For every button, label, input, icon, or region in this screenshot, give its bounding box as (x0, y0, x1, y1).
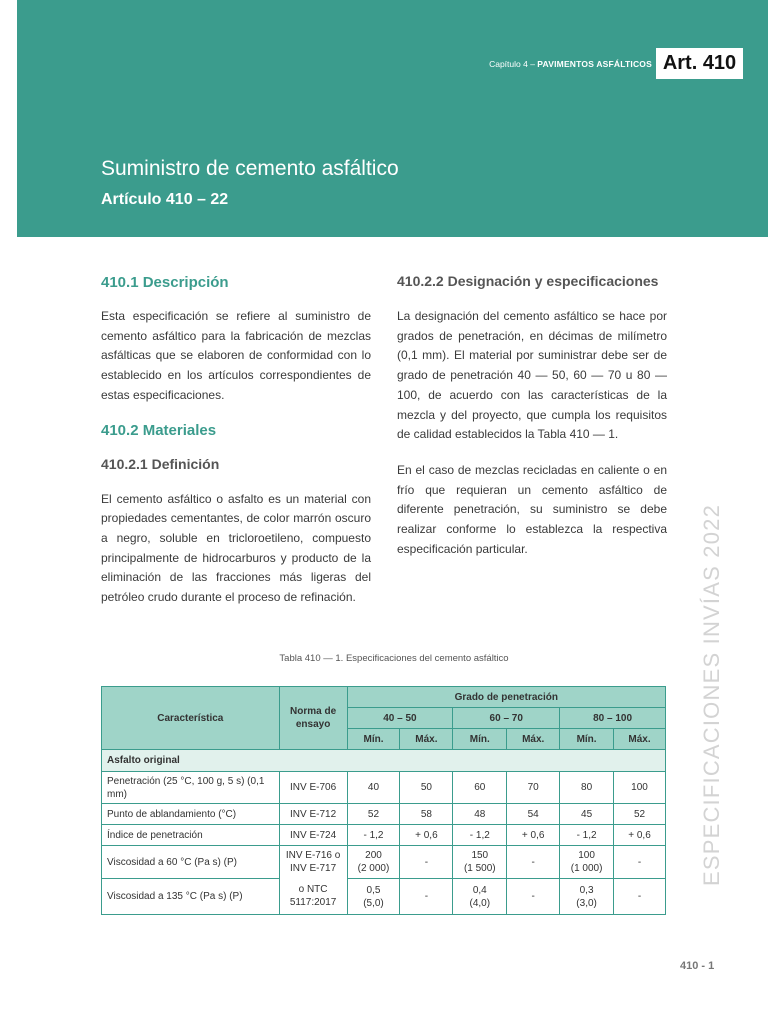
header-characteristic: Característica (102, 687, 280, 750)
cell-value: 50 (400, 772, 453, 804)
cell-value: 60 (453, 772, 507, 804)
cell-value: 80 (560, 772, 614, 804)
cell-value: + 0,6 (400, 825, 453, 846)
cell-value: 70 (507, 772, 560, 804)
page-number: 410 - 1 (680, 960, 715, 972)
cell-value: - 1,2 (560, 825, 614, 846)
cell-value: + 0,6 (507, 825, 560, 846)
cell-value: 100 (614, 772, 666, 804)
cell-value: 0,5 (5,0) (347, 879, 400, 915)
group-label: Asfalto original (102, 750, 666, 772)
side-banner-text: ESPECIFICACIONES INVÍAS 2022 (699, 503, 724, 887)
header-max: Máx. (400, 729, 453, 750)
specification-table (101, 686, 666, 915)
cell-value: 45 (560, 804, 614, 825)
left-column (101, 274, 371, 624)
header-grade: Grado de penetración (347, 687, 665, 708)
right-column (397, 272, 667, 575)
subsection-heading-definition: 410.2.1 Definición (101, 455, 220, 472)
recycled-mix-paragraph: En el caso de mezclas recicladas en caliente o en frío que requieran un cemento asfáltico de diferente penetración, su suministro se debe realizar conforme lo establezca la respectiva especificación particular. (397, 462, 667, 556)
table-row (102, 804, 666, 825)
cell-value: 100 (1 000) (560, 846, 614, 879)
chapter-name: PAVIMENTOS ASFÁLTICOS (537, 59, 652, 69)
header-min: Mín. (560, 729, 614, 750)
cell-characteristic: Penetración (25 °C, 100 g, 5 s) (0,1 mm) (102, 772, 280, 804)
table-caption: Tabla 410 — 1. Especificaciones del cemento asfáltico (279, 653, 509, 664)
cell-value: 54 (507, 804, 560, 825)
cell-value: 48 (453, 804, 507, 825)
section-heading-materials: 410.2 Materiales (101, 421, 217, 439)
cell-value: 150 (1 500) (453, 846, 507, 879)
subsection-heading-designation: 410.2.2 Designación y especificaciones (397, 273, 659, 289)
cell-value: - (400, 846, 453, 879)
cell-characteristic: Índice de penetración (102, 825, 280, 846)
section-heading-description: 410.1 Descripción (101, 274, 229, 291)
table-row (102, 825, 666, 846)
cell-value: 58 (400, 804, 453, 825)
cell-value: - (614, 846, 666, 879)
cell-value: - (507, 879, 560, 915)
header-grade-80-100: 80 – 100 (560, 708, 666, 729)
article-badge: Art. 410 (656, 48, 743, 79)
chapter-line (489, 59, 652, 69)
cell-norm: INV E-716 o INV E-717 (279, 846, 347, 879)
table-row (102, 772, 666, 804)
header-max: Máx. (507, 729, 560, 750)
cell-norm: INV E-724 (279, 825, 347, 846)
cell-characteristic: Viscosidad a 135 °C (Pa s) (P) (102, 879, 280, 915)
cell-characteristic: Punto de ablandamiento (°C) (102, 804, 280, 825)
designation-paragraph: La designación del cemento asfáltico se hace por grados de penetración, en décimas de milímetro (0,1 mm). El material por suministrar debe ser de grado de penetración 40 — 50, 60 — 70 u 80 — 100, de acuerdo con las características de la mezcla y del proyecto, que cumpla los requisitos de calidad establecidos la Tabla 410 — 1. (397, 309, 667, 442)
cell-norm: INV E-706 (279, 772, 347, 804)
cell-value: - (614, 879, 666, 915)
article-title: Suministro de cemento asfáltico (101, 157, 399, 180)
header-min: Mín. (453, 729, 507, 750)
definition-paragraph: El cemento asfáltico o asfalto es un material con propiedades cementantes, de color marrón oscuro a negro, soluble en tricloroetileno, compuesto principalmente de hidrocarburos y producto de la eliminación de las fracciones más ligeras del petróleo crudo durante el proceso de refinación. (101, 491, 371, 605)
cell-value: 0,3 (3,0) (560, 879, 614, 915)
cell-value: 40 (347, 772, 400, 804)
header-grade-60-70: 60 – 70 (453, 708, 560, 729)
table-row (102, 846, 666, 879)
chapter-prefix: Capítulo 4 – (489, 59, 538, 69)
description-paragraph: Esta especificación se refiere al suministro de cemento asfáltico para la fabricación de mezclas asfálticas que se elaboren de conformidad con lo establecido en los artículos correspondientes de estas especificaciones. (101, 309, 371, 402)
header-min: Mín. (347, 729, 400, 750)
header-grade-40-50: 40 – 50 (347, 708, 453, 729)
cell-value: 52 (614, 804, 666, 825)
article-subtitle: Artículo 410 – 22 (101, 191, 229, 208)
cell-norm: INV E-712 (279, 804, 347, 825)
cell-value: + 0,6 (614, 825, 666, 846)
cell-value: 0,4 (4,0) (453, 879, 507, 915)
header-norm: Norma de ensayo (279, 687, 347, 750)
cell-value: 52 (347, 804, 400, 825)
cell-characteristic: Viscosidad a 60 °C (Pa s) (P) (102, 846, 280, 879)
cell-value: 200 (2 000) (347, 846, 400, 879)
side-banner (699, 502, 725, 888)
cell-value: - (400, 879, 453, 915)
table-row (102, 879, 666, 915)
cell-value: - 1,2 (453, 825, 507, 846)
cell-value: - 1,2 (347, 825, 400, 846)
header-max: Máx. (614, 729, 666, 750)
cell-value: - (507, 846, 560, 879)
cell-norm: o NTC 5117:2017 (279, 879, 347, 915)
